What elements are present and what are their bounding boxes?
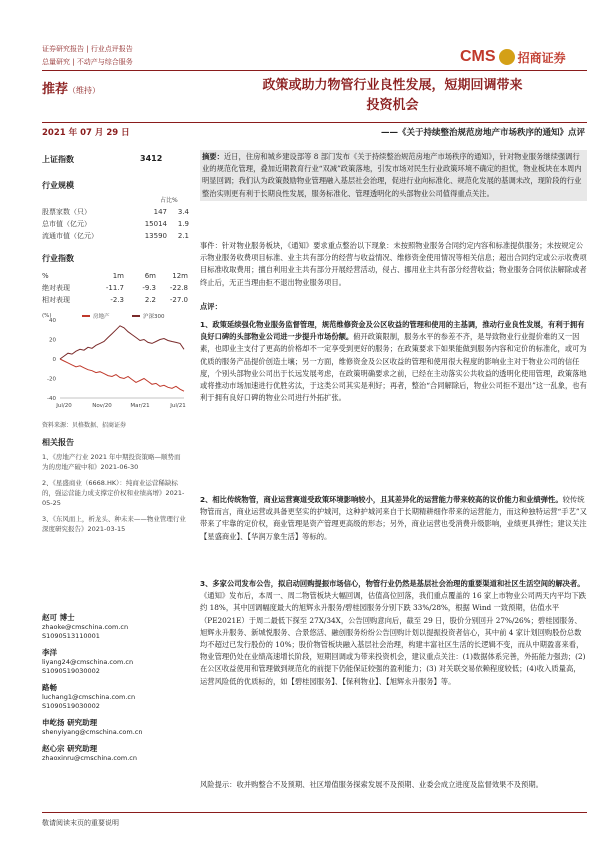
perf-row	[42, 294, 190, 306]
x-tick-label: Jul/20	[56, 403, 72, 409]
analyst-id: S1090519030002	[42, 667, 100, 675]
perf-col: 12m	[172, 272, 188, 280]
analyst	[42, 647, 187, 676]
subtitle: ——《关于持续整治规范房地产市场秩序的通知》点评	[380, 128, 585, 138]
y-tick-label: -20	[47, 376, 56, 383]
header-line2: 总量研究 | 不动产与综合服务	[42, 58, 133, 66]
logo-icon	[499, 49, 515, 65]
related-item: 1、《房地产行业 2021 年中期投资策略—顺势而为的房地产破中和》2021-06-30	[42, 453, 181, 471]
point-3	[200, 578, 587, 688]
analyst-id: S1090519030002	[42, 702, 100, 710]
analyst-email: luchang1@cmschina.com.cn	[42, 693, 136, 701]
analyst	[42, 682, 187, 711]
chart-source: 资料来源：贝格数据、招商证券	[42, 422, 127, 429]
scale-name: 总市值（亿元）	[42, 220, 91, 228]
risk: 风险提示：收并购整合不及预期、社区增值服务探索发展不及预期、业委会成立进度及监督效果不及预期。	[200, 780, 543, 789]
related-item: 2、《星盛商业（6668.HK）：纯商业运营稀缺标的，强运营能力成支撑定价权和业绩高增》2021-05-25	[42, 479, 185, 507]
point-1	[200, 319, 587, 404]
perf-name: 相对表现	[42, 296, 70, 304]
scale-name: 流通市值（亿元）	[42, 232, 98, 240]
scale-value: 13590	[144, 232, 167, 240]
scale-value: 147	[153, 208, 167, 216]
analyst	[42, 612, 187, 641]
related-item: 3、《东风而上，析龙头、种未来——物业管理行业深度研究报告》2021-03-15	[42, 515, 186, 533]
abstract: 摘要：近日，住房和城乡建设部等 8 部门发布《关于持续整治规范房地产市场秩序的通知》，针对物业服务继续强调行业的规范化管理，叠加近期教育行业“双减”政策落地，引发市场对民生行业政策环境不确定的担忧，物业板块在本周内明显回调；我们认为政策鼓励物业管理融入基层社会治理，促进行业向标准化、规范化发展的基调未改，现阶段的行业整治实则更有利于长期良性发展，服务标准化、管理透明化的头部物业公司值得重点关注。	[200, 150, 587, 201]
scale-col: 占比%	[160, 197, 178, 204]
point-1-heading: 1、政策延续强化物业服务监督管理，规范维修资金及公区收益的管理和使用的主基调，推动行业良性发展，有利于拥有良好口碑的头部物业公司进一步提升市场份额。	[200, 320, 585, 342]
analyst-email: zhaoke@cmschina.com.cn	[42, 623, 129, 631]
scale-row	[42, 206, 190, 218]
scale-heading: 行业规模	[42, 181, 74, 190]
perf-header-row	[42, 270, 190, 282]
header-line1: 证券研究报告 | 行业点评报告	[42, 45, 133, 53]
perf-table	[42, 270, 190, 306]
scale-pct: 3.4	[177, 208, 189, 216]
legend-label: 沪深300	[143, 314, 165, 320]
perf-heading: 行业指数	[42, 254, 74, 263]
logo-text: CMS	[460, 48, 496, 65]
scale-pct: 1.9	[177, 220, 189, 228]
legend-label: 房地产	[93, 314, 110, 320]
logo	[460, 48, 566, 66]
x-tick-label: Jul/21	[170, 403, 186, 409]
analyst-id: S1090513110001	[42, 632, 100, 640]
perf-col: 6m	[144, 272, 156, 280]
index-label: 上证指数	[42, 155, 74, 164]
perf-col: %	[42, 272, 49, 280]
perf-value: -11.7	[105, 284, 124, 292]
perf-row	[42, 282, 190, 294]
related-heading: 相关报告	[42, 438, 74, 447]
point-2	[200, 494, 587, 543]
perf-value: -9.3	[142, 284, 156, 292]
review-label: 点评：	[200, 302, 222, 311]
scale-table	[42, 206, 190, 242]
point-2-heading: 2、相比传统物管，商业运营赛道受政策环境影响较小，且其差异化的运营能力带来较高的议价能力和业绩弹性。	[200, 495, 563, 504]
point-3-heading: 3、多家公司发布公告，拟启动回购提振市场信心，物管行业仍然是基层社会治理的重要渠道和社区生活空间的解决者。	[200, 579, 585, 588]
scale-row	[42, 230, 190, 242]
analyst-email: shenyiyang@cmschina.com.cn	[42, 728, 143, 736]
y-tick-label: 0	[52, 357, 56, 363]
perf-value: -27.0	[169, 296, 188, 304]
perf-value: 2.2	[144, 296, 156, 304]
chart	[42, 310, 192, 410]
analyst-list	[42, 612, 187, 769]
y-tick-label: 20	[49, 337, 56, 344]
y-tick-label: 40	[49, 318, 56, 324]
scale-pct: 2.1	[177, 232, 189, 240]
point-2-text: 较传统物管而言，商业运营或具备更坚实的护城河，这种护城河来自于长期精耕细作带来的运营能力，而这种独特运营“手艺”又带来了牢靠的定价权，商业管理是资产管理更高级的形态；另外，商业运营也受消费升级影响，业绩更具弹性；建议关注【星盛商业】、【华润万象生活】等标的。	[200, 495, 587, 541]
analyst-name: 赵心宗 研究助理	[42, 744, 98, 753]
point-1-text: 俯开政策限制，服务水平的参差不齐，是导致物业行业提价难的又一因素，也即业主支付了更高的价格却不一定享受到更好的服务；在政策要求下如果能做到服务内容和定价的标准化，或可为优质的服务产品提价创造土壤；另一方面，维修资金及公区收益的管理和使用很大程度的影响业主对于物业公司的信任度，个别头部物业公司出于长远发展考虑，在政策明确要求之前，已经在主动落实公共收益的透明化使用管理，政策落地或将推动市场加速进行优胜劣汰，于这类公司其实是利好；再者，整治“合同解除后，物业公司拒不退出”这一乱象，也有利于拥有良好口碑的物业公司进行外拓扩张。	[200, 332, 587, 403]
scale-row	[42, 218, 190, 230]
analyst-name: 赵可 博士	[42, 613, 75, 622]
footer-rule	[42, 812, 587, 813]
analyst-name: 路畅	[42, 683, 57, 692]
page-title: 政策或助力物管行业良性发展，短期回调带来 投资机会	[262, 78, 523, 113]
scale-name: 股票家数（只）	[42, 208, 91, 216]
x-tick-label: Nov/20	[92, 403, 112, 409]
analyst-email: zhaoxinru@cmschina.com.cn	[42, 754, 137, 762]
y-tick-label: -40	[47, 396, 56, 402]
footer-note: 敬请阅读末页的重要说明	[42, 819, 119, 827]
logo-cn: 招商证券	[517, 50, 566, 65]
perf-value: -22.8	[169, 284, 188, 292]
analyst	[42, 717, 187, 737]
series-line	[60, 359, 184, 391]
perf-value: -2.3	[110, 296, 124, 304]
series-line	[60, 326, 184, 359]
rating: 推荐（维持）	[42, 82, 101, 97]
related-list	[42, 452, 187, 540]
analyst-name: 申屹扬 研究助理	[42, 718, 98, 727]
event: 事件：针对物业服务板块，《通知》要求重点整治以下现象：未按照物业服务合同约定内容和标准提供服务；未按规定公示物业服务收费项目标准、业主共有部分的经营与收益情况、维修资金使用情况等相关信息；超出合同约定或公示收费项目标准收取费用；擅自利用业主共有部分开展经营活动，侵占、挪用业主共有部分经营收益；物业服务合同依法解除或者终止后，无正当理由拒不退出物业服务项目。	[200, 241, 587, 287]
x-tick-label: Mar/21	[130, 403, 150, 409]
title-rule	[42, 122, 587, 123]
index-value: 3412	[140, 154, 163, 163]
header-rule	[42, 70, 587, 71]
report-date: 2021 年 07 月 29 日	[42, 128, 130, 138]
analyst	[42, 743, 187, 763]
analyst-email: liyang24@cmschina.com.cn	[42, 658, 134, 666]
perf-name: 绝对表现	[42, 284, 70, 292]
analyst-name: 李洋	[42, 648, 57, 657]
point-3-text: 《通知》发布后，本周一、周二物管板块大幅回调，估值高位回落，我们重点覆盖的 16 家上市物业公司两天内平均下跌约 18%，其中回调幅度最大的旭辉永升服务/碧桂园服务分别下跌 33%/28%，根据 Wind 一致预期，估值水平（PE2021E）于周二最低下探至 27X/34X，公告回购意向后，截至 29 日，股价分别回升 27%/26%；碧桂园服务、旭辉永升服务、新城悦服务、合景悠活、融创服务纷纷公告回购计划以提振投资者信心，其中前 4 家计划回购股份总数均不超过已发行股份的 10%；股价物管板块融入基层社会治理，构建丰富社区生活的长逻辑不变，而从中期盈喜来看，物业管理仍处在业绩高速增长阶段，短期回调或为带来投资机会，建议重点关注：(1)数据体系完善，外拓能力强劲；(2) 在公区收益使用和管理做到规范化的前提下仍能保证较强的盈利能力；(3) 对关联交易依赖程度较低；(4)收入质量高，运营风险低的优质标的，如【碧桂园服务】、【保利物业】、【旭辉永升服务】等。	[200, 591, 587, 686]
chart-unit: (%)	[42, 313, 52, 319]
scale-value: 15014	[144, 220, 167, 228]
perf-col: 1m	[112, 272, 124, 280]
